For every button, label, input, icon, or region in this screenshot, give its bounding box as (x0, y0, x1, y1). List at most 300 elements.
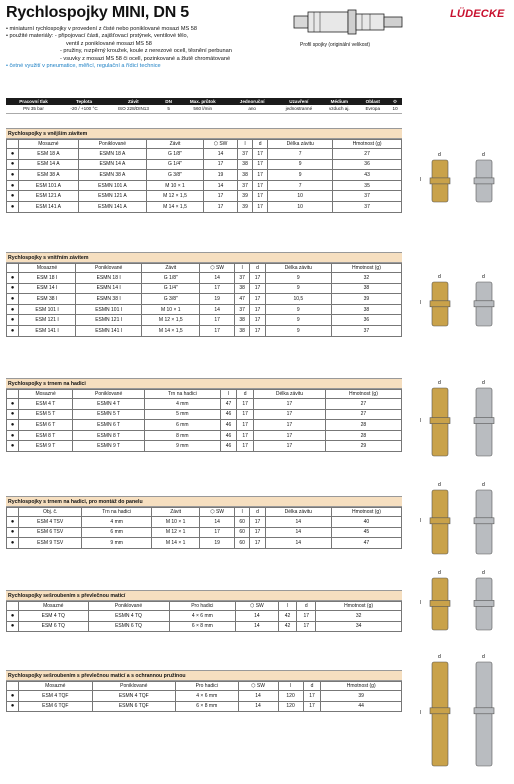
table-cell: ESMN 38 A (78, 170, 146, 181)
spec-value: 560 l/min (178, 105, 228, 113)
product-section (6, 128, 402, 213)
table-cell: ESM 8 T (19, 430, 73, 441)
column-header: Trn na hadici (145, 390, 221, 399)
spec-header: ⚙ (388, 98, 402, 105)
product-table (6, 139, 402, 213)
table-cell: 4 × 6 mm (175, 691, 238, 702)
table-cell: M 14 × 1 (151, 538, 199, 549)
column-header: Hmotnost (g) (331, 264, 401, 273)
product-section (6, 496, 402, 549)
table-cell: ESMN 101 A (78, 180, 146, 191)
table-row (7, 201, 402, 212)
table-cell: 17 (250, 325, 265, 336)
table-cell: 17 (250, 283, 265, 294)
spec-header: Max. průtok (178, 98, 228, 105)
table-cell: 14 (265, 538, 331, 549)
table-cell: 17 (250, 294, 265, 305)
table-cell: ESM 6 TSV (19, 527, 82, 538)
table-cell: 17 (303, 691, 321, 702)
bullet-icon: ● (7, 621, 19, 632)
dimension-label-l: l (420, 518, 422, 524)
table-cell: 27 (325, 399, 401, 410)
table-cell: M 10 × 1 (147, 180, 204, 191)
brass-coupling-icon (430, 152, 450, 202)
product-section (6, 378, 402, 452)
table-cell: 37 (238, 180, 253, 191)
bullet-icon: ● (7, 201, 19, 212)
column-header: l (278, 682, 303, 691)
table-cell: 9 (265, 315, 331, 326)
dimension-label-l: l (420, 177, 422, 183)
table-cell: ESM 14 A (19, 159, 79, 170)
product-section (6, 670, 402, 712)
product-table (6, 507, 402, 549)
bullet-icon: ● (7, 159, 19, 170)
table-cell: 35 (333, 180, 402, 191)
table-cell: 27 (325, 409, 401, 420)
product-image (418, 568, 514, 640)
bullet-icon: ● (7, 273, 19, 284)
column-header: ⬡ SW (236, 602, 278, 611)
product-image (418, 150, 514, 212)
table-cell: ESM 38 I (19, 294, 76, 305)
column-header: Hmotnost (g) (316, 602, 402, 611)
table-cell: 37 (333, 201, 402, 212)
dimension-label-d: d (438, 654, 441, 660)
table-cell: 17 (250, 304, 265, 315)
bullet-icon: ● (7, 420, 19, 431)
table-cell: ESMN 4 TQF (92, 691, 175, 702)
table-cell: 37 (333, 191, 402, 202)
table-cell: 17 (253, 170, 268, 181)
column-header: ⬡ SW (200, 264, 235, 273)
table-cell: 17 (200, 315, 235, 326)
dimension-label-d: d (482, 274, 485, 280)
table-cell: ESM 9 T (19, 441, 73, 452)
table-cell: 46 (220, 409, 237, 420)
column-header: l (234, 264, 249, 273)
bullet-icon: ● (7, 191, 19, 202)
column-header: Mosazné (19, 140, 79, 149)
table-cell: 37 (331, 325, 401, 336)
nickel-coupling-icon (474, 380, 494, 456)
column-header: ⬡ SW (203, 140, 237, 149)
table-cell: 9 mm (145, 441, 221, 452)
table-row (7, 621, 402, 632)
column-header: Pro hadici (175, 682, 238, 691)
table-cell: 4 × 6 mm (169, 611, 236, 622)
table-cell: ESM 121 I (19, 315, 76, 326)
table-row (7, 441, 402, 452)
table-cell: 9 (265, 273, 331, 284)
table-cell: 28 (325, 430, 401, 441)
table-cell: 37 (238, 149, 253, 160)
table-row (7, 191, 402, 202)
feature-line: • četné využití v pneumatice, měřicí, regulační a řídicí technice (6, 63, 161, 70)
product-table (6, 389, 402, 452)
column-header: ⬡ SW (238, 682, 278, 691)
spec-header: DN (160, 98, 178, 105)
table-cell: 38 (331, 283, 401, 294)
table-cell: ESM 101 I (19, 304, 76, 315)
table-cell: 27 (333, 149, 402, 160)
table-cell: ESMN 101 I (76, 304, 142, 315)
column-header: Závit (147, 140, 204, 149)
table-cell: ESMN 18 A (78, 149, 146, 160)
table-row (7, 517, 402, 528)
table-cell: 46 (220, 441, 237, 452)
spec-value: ano (228, 105, 277, 113)
table-cell: ESM 18 A (19, 149, 79, 160)
column-header: Závit (142, 264, 200, 273)
table-cell: 38 (331, 304, 401, 315)
spec-table (6, 98, 402, 114)
product-image (418, 652, 514, 776)
column-header: Délka závitu (254, 390, 326, 399)
table-cell: ESM 101 A (19, 180, 79, 191)
feature-line: ventil z poniklované mosazi MS 58 (66, 40, 152, 47)
brass-coupling-icon (430, 654, 450, 766)
dimension-label-l: l (420, 600, 422, 606)
dimension-label-l: l (420, 710, 422, 716)
table-cell: ESMN 38 I (76, 294, 142, 305)
section-title: Rychlospojky s vnitřním závitem (6, 252, 402, 263)
table-cell: 8 mm (145, 430, 221, 441)
table-cell: 60 (234, 538, 249, 549)
table-cell: ESMN 121 A (78, 191, 146, 202)
spec-value: 5 (160, 105, 178, 113)
spec-value: Evropa (357, 105, 388, 113)
table-cell: 14 (238, 701, 278, 712)
table-cell: 17 (297, 611, 316, 622)
table-cell: 19 (200, 294, 235, 305)
table-cell: ESMN 8 T (73, 430, 145, 441)
table-cell: 17 (203, 159, 237, 170)
column-header (7, 682, 19, 691)
column-header: l (220, 390, 237, 399)
bullet-icon: ● (7, 170, 19, 181)
table-cell: 32 (331, 273, 401, 284)
table-cell: ESM 6 T (19, 420, 73, 431)
table-cell: 17 (297, 621, 316, 632)
table-cell: 47 (220, 399, 237, 410)
section-title: Rychlospojky s vnějším závitem (6, 128, 402, 139)
spec-value: 10 (388, 105, 402, 113)
column-header: Poniklované (92, 682, 175, 691)
column-header: Poniklované (73, 390, 145, 399)
table-cell: 5 mm (145, 409, 221, 420)
bullet-icon: ● (7, 283, 19, 294)
table-cell: 44 (321, 701, 402, 712)
table-cell: 17 (250, 273, 265, 284)
column-header: Poniklované (88, 602, 169, 611)
table-cell: 17 (253, 201, 268, 212)
table-cell: 37 (234, 304, 249, 315)
dimension-label-d: d (482, 482, 485, 488)
product-table (6, 601, 402, 632)
table-cell: 40 (331, 517, 401, 528)
table-cell: 7 (268, 149, 333, 160)
table-row (7, 409, 402, 420)
feature-line: • miniaturní rychlospojky v provedení z čisté nebo poniklované mosazi MS 58 (6, 26, 197, 32)
dimension-label-d: d (438, 570, 441, 576)
table-cell: ESM 14 I (19, 283, 76, 294)
column-header: Mosazné (19, 602, 89, 611)
dimension-label-d: d (438, 274, 441, 280)
table-cell: ESM 38 A (19, 170, 79, 181)
table-row (7, 420, 402, 431)
table-cell: 14 (203, 149, 237, 160)
table-cell: G 3/8" (142, 294, 200, 305)
table-cell: 46 (220, 430, 237, 441)
bullet-icon: ● (7, 409, 19, 420)
column-header: Pro hadici (169, 602, 236, 611)
table-row (7, 180, 402, 191)
table-cell: 39 (238, 201, 253, 212)
table-cell: ESMN 18 I (76, 273, 142, 284)
table-cell: ESM 6 TQ (19, 621, 89, 632)
column-header: d (297, 602, 316, 611)
column-header: Poniklované (76, 264, 142, 273)
profile-caption: Profil spojky (originální velikost) (300, 42, 371, 48)
table-cell: 19 (200, 538, 235, 549)
table-cell: 60 (234, 527, 249, 538)
product-image (418, 378, 514, 466)
table-cell: 17 (203, 191, 237, 202)
table-row (7, 325, 402, 336)
spec-value: vzduch aj. (321, 105, 357, 113)
table-cell: 14 (200, 304, 235, 315)
table-cell: 37 (234, 273, 249, 284)
table-cell: 4 mm (82, 517, 152, 528)
table-cell: 17 (254, 420, 326, 431)
table-cell: M 12 × 1 (151, 527, 199, 538)
table-cell: G 1/8" (147, 149, 204, 160)
table-cell: 46 (220, 420, 237, 431)
table-cell: M 10 × 1 (151, 517, 199, 528)
table-cell: ESMN 4 T (73, 399, 145, 410)
dimension-label-l: l (420, 418, 422, 424)
table-row (7, 170, 402, 181)
column-header: d (250, 264, 265, 273)
table-cell: 17 (203, 201, 237, 212)
feature-line: - vsuvky z mosazi MS 58 či ocell, pozinkované a žlutě chromátované (60, 55, 231, 62)
table-row (7, 315, 402, 326)
table-cell: 17 (237, 399, 254, 410)
table-cell: 17 (254, 430, 326, 441)
bullet-icon: ● (7, 430, 19, 441)
column-header: Mosazné (19, 682, 93, 691)
table-cell: ESM 4 TQ (19, 611, 89, 622)
table-cell: M 14 × 1,5 (147, 201, 204, 212)
spec-value: PN 35 bar (6, 105, 61, 113)
nickel-coupling-icon (474, 654, 494, 766)
spec-value: ISO 228/DIN13 (107, 105, 160, 113)
table-cell: 17 (253, 191, 268, 202)
table-row (7, 273, 402, 284)
brand-logo: LÜDECKE (450, 8, 505, 20)
column-header: Trn na hadici (82, 508, 152, 517)
feature-line: • použité materiály: - připojovací části, zajišťovací prstýnek, ventilové tělo, (6, 33, 189, 40)
table-cell: 47 (234, 294, 249, 305)
table-cell: 9 mm (82, 538, 152, 549)
table-cell: 6 mm (145, 420, 221, 431)
spec-value: jednostranné (276, 105, 321, 113)
table-cell: ESM 121 A (19, 191, 79, 202)
table-cell: 17 (200, 283, 235, 294)
bullet-icon: ● (7, 538, 19, 549)
table-cell: 17 (253, 180, 268, 191)
column-header (7, 264, 19, 273)
table-cell: 42 (278, 621, 297, 632)
table-row (7, 538, 402, 549)
dimension-label-d: d (438, 152, 441, 158)
table-row (7, 691, 402, 702)
table-row (7, 304, 402, 315)
table-cell: 17 (250, 538, 265, 549)
table-cell: 14 (265, 517, 331, 528)
table-cell: 17 (237, 441, 254, 452)
section-title: Rychlospojky sešroubením s převlečnou maticí a s ochrannou pružinou (6, 670, 402, 681)
table-cell: 29 (325, 441, 401, 452)
table-cell: 17 (254, 409, 326, 420)
bullet-icon: ● (7, 304, 19, 315)
table-cell: 9 (265, 304, 331, 315)
table-cell: 47 (331, 538, 401, 549)
table-row (7, 294, 402, 305)
column-header (7, 508, 19, 517)
table-cell: 9 (268, 170, 333, 181)
nickel-coupling-icon (474, 274, 494, 326)
table-cell: 36 (333, 159, 402, 170)
product-image (418, 272, 514, 336)
table-cell: ESMN 141 A (78, 201, 146, 212)
bullet-icon: ● (7, 441, 19, 452)
table-cell: 9 (265, 325, 331, 336)
table-cell: 14 (236, 611, 278, 622)
table-cell: 39 (238, 191, 253, 202)
table-cell: 10 (268, 201, 333, 212)
brass-coupling-icon (430, 570, 450, 630)
table-cell: 38 (234, 325, 249, 336)
feature-line: - pružiny, nızpěrný kroužek, koule z nerezové ocell, těsnění perbunan (60, 48, 232, 55)
table-row (7, 527, 402, 538)
table-cell: 17 (237, 430, 254, 441)
bullet-icon: ● (7, 149, 19, 160)
table-cell: ESM 18 I (19, 273, 76, 284)
table-cell: 9 (268, 159, 333, 170)
table-cell: 14 (265, 527, 331, 538)
column-header: Závit (151, 508, 199, 517)
column-header: d (237, 390, 254, 399)
spec-header: Oblast (357, 98, 388, 105)
table-cell: 17 (237, 420, 254, 431)
bullet-icon: ● (7, 315, 19, 326)
table-cell: 17 (254, 399, 326, 410)
table-cell: ESMN 14 A (78, 159, 146, 170)
table-row (7, 611, 402, 622)
table-cell: ESM 4 T (19, 399, 73, 410)
table-cell: 7 (268, 180, 333, 191)
product-image (418, 480, 514, 564)
table-cell: 6 mm (82, 527, 152, 538)
table-cell: 17 (250, 315, 265, 326)
spec-header: Závit (107, 98, 160, 105)
column-header: Délka závitu (265, 264, 331, 273)
table-cell: 39 (321, 691, 402, 702)
table-cell: ESMN 14 I (76, 283, 142, 294)
table-cell: 38 (238, 170, 253, 181)
bullet-icon: ● (7, 517, 19, 528)
bullet-icon: ● (7, 180, 19, 191)
dimension-label-d: d (438, 482, 441, 488)
table-cell: ESMN 6 T (73, 420, 145, 431)
column-header: Hmotnost (g) (325, 390, 401, 399)
table-cell: ESMN 5 T (73, 409, 145, 420)
table-cell: 10,5 (265, 294, 331, 305)
column-header (7, 140, 19, 149)
column-header (7, 602, 19, 611)
table-cell: 14 (200, 273, 235, 284)
table-cell: ESMN 141 I (76, 325, 142, 336)
table-cell: 17 (200, 325, 235, 336)
dimension-label-l: l (420, 300, 422, 306)
table-cell: 14 (236, 621, 278, 632)
table-cell: G 1/8" (142, 273, 200, 284)
table-row (7, 283, 402, 294)
table-cell: 4 mm (145, 399, 221, 410)
bullet-icon: ● (7, 701, 19, 712)
nickel-coupling-icon (474, 570, 494, 630)
column-header: Délka závitu (265, 508, 331, 517)
table-cell: 17 (254, 441, 326, 452)
column-header: Mosazné (19, 390, 73, 399)
table-cell: 36 (331, 315, 401, 326)
column-header: Délka závitu (268, 140, 333, 149)
table-cell: 17 (253, 159, 268, 170)
dimension-label-d: d (482, 152, 485, 158)
product-table (6, 681, 402, 712)
table-cell: 17 (253, 149, 268, 160)
table-cell: 28 (325, 420, 401, 431)
bullet-icon: ● (7, 691, 19, 702)
column-header: Obj. č. (19, 508, 82, 517)
table-cell: ESM 4 TSV (19, 517, 82, 528)
table-cell: ESMN 4 TQ (88, 611, 169, 622)
product-table (6, 263, 402, 337)
table-cell: ESMN 6 TQ (88, 621, 169, 632)
bullet-icon: ● (7, 294, 19, 305)
table-cell: ESMN 6 TQF (92, 701, 175, 712)
dimension-label-d: d (482, 380, 485, 386)
table-cell: ESMN 121 I (76, 315, 142, 326)
bullet-icon: ● (7, 399, 19, 410)
spec-header: Uzavření (276, 98, 321, 105)
table-cell: 19 (203, 170, 237, 181)
coupling-profile-image (290, 4, 440, 40)
table-cell: M 14 × 1,5 (142, 325, 200, 336)
nickel-coupling-icon (474, 152, 494, 202)
table-cell: G 1/4" (142, 283, 200, 294)
spec-value: -20 / +100 °C (61, 105, 107, 113)
table-cell: 120 (278, 691, 303, 702)
table-cell: 9 (265, 283, 331, 294)
table-cell: ESM 141 A (19, 201, 79, 212)
dimension-label-d: d (438, 380, 441, 386)
table-cell: 17 (237, 409, 254, 420)
column-header: Poniklované (78, 140, 146, 149)
table-cell: 38 (234, 315, 249, 326)
